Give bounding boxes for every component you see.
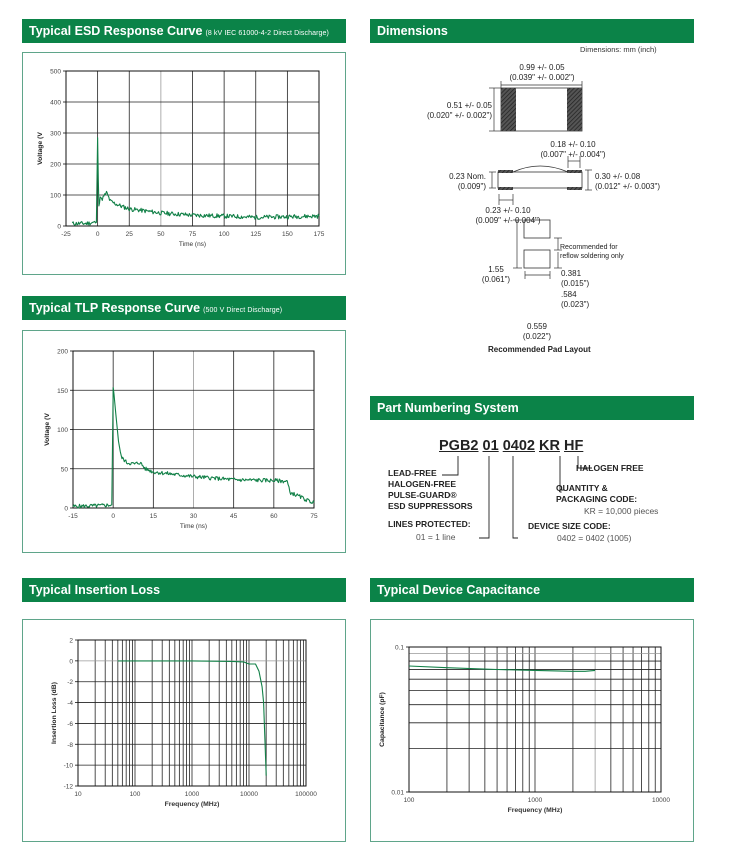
dim-height-mm: 0.30 +/- 0.08 xyxy=(595,172,641,181)
y-tick-label: 400 xyxy=(50,99,61,107)
dim-length-mm: 0.99 +/- 0.05 xyxy=(519,63,565,72)
pad-note xyxy=(560,244,640,261)
y-axis-label: Voltage (V xyxy=(44,413,51,446)
lead-free-line-4: ESD SUPPRESSORS xyxy=(388,501,473,511)
x-tick-label: 75 xyxy=(188,231,197,238)
insertion-loss-chart xyxy=(23,620,345,841)
y-tick-label: -4 xyxy=(67,700,73,708)
x-axis-label: Time (ns) xyxy=(179,523,208,530)
y-tick-label: 200 xyxy=(57,348,68,356)
dim-length-in: (0.039" +/- 0.002") xyxy=(509,72,575,82)
quantity-label-line-2: PACKAGING CODE: xyxy=(556,494,638,504)
dim-terminal-in: (0.007" +/- 0.004") xyxy=(540,149,606,159)
dim-bottom-terminal-in: (0.009" +/- 0.004") xyxy=(475,215,541,225)
y-tick-label: 2 xyxy=(69,637,73,645)
y-tick-label: -2 xyxy=(67,679,73,687)
pn-segment-size: 0402 xyxy=(502,438,535,454)
x-tick-label: 10 xyxy=(74,791,82,798)
esd-header xyxy=(22,19,346,43)
dimensions-drawing xyxy=(370,50,694,350)
y-tick-label: -12 xyxy=(63,783,73,791)
y-tick-label: -6 xyxy=(67,720,73,728)
tlp-header xyxy=(22,296,346,320)
tlp-subtitle: (500 V Direct Discharge) xyxy=(203,307,283,314)
dim-width-mm: 0.51 +/- 0.05 xyxy=(446,101,492,110)
x-tick-label: 100 xyxy=(403,797,415,804)
quantity-label xyxy=(556,483,637,505)
x-tick-label: 175 xyxy=(313,231,325,238)
insertion-loss-panel xyxy=(22,619,346,842)
lead-free-line-1: LEAD-FREE xyxy=(388,468,437,478)
chip-side-view xyxy=(489,156,592,205)
dim-pad-width-in: (0.022") xyxy=(522,331,552,341)
y-tick-label: 500 xyxy=(50,68,61,76)
terminal-right xyxy=(567,88,582,131)
part-numbering-header xyxy=(370,396,694,420)
lines-protected-value: 01 = 1 line xyxy=(416,532,456,542)
dim-pad-length xyxy=(561,290,601,309)
dim-pad-total-mm: 1.55 xyxy=(488,265,504,274)
data-series-line xyxy=(72,138,319,226)
dim-pad-length-mm: .584 xyxy=(561,290,577,299)
lead-free-label xyxy=(388,468,473,512)
y-tick-label: 0.01 xyxy=(391,789,404,797)
dim-bottom-terminal-mm: 0.23 +/- 0.10 xyxy=(485,206,531,215)
data-series-line xyxy=(409,666,595,671)
pad-layout-caption: Recommended Pad Layout xyxy=(488,345,591,354)
y-axis-label: Insertion Loss (dB) xyxy=(51,682,58,744)
x-tick-label: 75 xyxy=(310,513,318,520)
x-tick-label: 1000 xyxy=(184,791,200,798)
pn-segment-hf: HF xyxy=(563,438,584,454)
pn-segment-lines: 01 xyxy=(482,438,499,454)
x-tick-label: 25 xyxy=(125,231,133,238)
y-tick-label: 150 xyxy=(57,387,68,395)
tlp-chart-panel xyxy=(22,330,346,553)
halogen-free-label: HALOGEN FREE xyxy=(576,463,644,473)
quantity-value: KR = 10,000 pieces xyxy=(584,506,659,516)
x-tick-label: 100 xyxy=(129,791,141,798)
quantity-label-line-1: QUANTITY & xyxy=(556,483,608,493)
dim-height xyxy=(595,172,675,191)
dim-width xyxy=(410,101,492,120)
dim-length xyxy=(500,63,584,82)
dim-bottom-terminal xyxy=(468,206,548,225)
x-tick-label: 60 xyxy=(270,513,278,520)
x-tick-label: 0 xyxy=(111,513,115,520)
x-tick-label: 45 xyxy=(230,513,238,520)
tlp-title: Typical TLP Response Curve xyxy=(29,301,201,315)
chip-top-view xyxy=(489,81,582,131)
x-tick-label: 30 xyxy=(189,513,198,520)
y-tick-label: 200 xyxy=(50,161,61,169)
y-tick-label: 0 xyxy=(64,505,68,513)
lead-free-line-2: HALOGEN-FREE xyxy=(388,479,456,489)
pad-note-line-2: reflow soldering only xyxy=(560,252,624,260)
y-tick-label: -10 xyxy=(63,762,73,770)
terminal-left xyxy=(501,88,516,131)
y-tick-label: 0 xyxy=(69,658,73,666)
device-size-label: DEVICE SIZE CODE: xyxy=(528,521,611,531)
lines-protected-label: LINES PROTECTED: xyxy=(388,519,471,529)
esd-title: Typical ESD Response Curve xyxy=(29,24,203,38)
dim-pad-gap-in: (0.015") xyxy=(561,278,590,288)
y-tick-label: 100 xyxy=(57,427,68,434)
dim-width-in: (0.020" +/- 0.002") xyxy=(426,110,492,120)
pad-bottom xyxy=(524,250,550,268)
x-tick-label: 1000 xyxy=(527,797,543,804)
pad-layout xyxy=(513,220,562,279)
pn-segment-series: PGB2 xyxy=(439,438,479,454)
dim-pad-gap-mm: 0.381 xyxy=(561,269,582,278)
capacitance-chart xyxy=(371,620,693,841)
y-tick-label: 0 xyxy=(57,223,61,231)
dim-height-in: (0.012" +/- 0.003") xyxy=(595,181,661,191)
x-tick-label: 100000 xyxy=(295,791,317,798)
x-tick-label: 125 xyxy=(250,231,262,238)
esd-subtitle: (8 kV IEC 61000-4-2 Direct Discharge) xyxy=(205,30,329,37)
dimensions-units-note: Dimensions: mm (inch) xyxy=(580,45,657,54)
y-tick-label: -8 xyxy=(67,741,73,749)
capacitance-panel xyxy=(370,619,694,842)
x-tick-label: 50 xyxy=(157,231,165,238)
esd-chart xyxy=(23,53,345,274)
pad-note-line-1: Recommended for xyxy=(560,244,618,251)
insertion-loss-title: Typical Insertion Loss xyxy=(29,583,161,597)
y-tick-label: 0.1 xyxy=(394,644,404,652)
y-tick-label: 300 xyxy=(50,130,61,138)
dimensions-header xyxy=(370,19,694,43)
x-tick-label: 150 xyxy=(281,231,293,238)
dimensions-title: Dimensions xyxy=(377,24,448,38)
x-tick-label: 0 xyxy=(95,231,100,238)
dim-pad-total xyxy=(478,265,514,284)
x-tick-label: 10000 xyxy=(651,797,671,804)
dim-pad-length-in: (0.023") xyxy=(561,299,590,309)
x-tick-label: -15 xyxy=(68,513,78,520)
dim-terminal-mm: 0.18 +/- 0.10 xyxy=(550,140,596,149)
dim-height-nom xyxy=(436,172,486,191)
dim-terminal xyxy=(533,140,613,159)
pn-segment-qty: KR xyxy=(539,438,560,454)
device-size-value: 0402 = 0402 (1005) xyxy=(557,533,632,543)
x-tick-label: 100 xyxy=(218,231,230,238)
dim-pad-width xyxy=(517,322,557,341)
x-tick-label: 10000 xyxy=(239,791,259,798)
lead-free-line-3: PULSE-GUARD® xyxy=(388,490,457,500)
dim-pad-width-mm: 0.559 xyxy=(526,322,548,331)
y-tick-label: 50 xyxy=(60,466,68,474)
dim-pad-gap xyxy=(561,269,601,288)
x-tick-label: 15 xyxy=(149,513,157,520)
x-axis-label: Frequency (MHz) xyxy=(507,807,563,814)
dim-height-nom-in: (0.009") xyxy=(457,181,486,191)
insertion-loss-header xyxy=(22,578,346,602)
capacitance-title: Typical Device Capacitance xyxy=(377,583,541,597)
dim-pad-total-in: (0.061") xyxy=(481,274,511,284)
dim-height-nom-mm: 0.23 Nom. xyxy=(449,172,486,181)
y-axis-label: Voltage (V xyxy=(37,132,44,165)
y-tick-label: 100 xyxy=(50,192,61,200)
capacitance-header xyxy=(370,578,694,602)
part-numbering-title: Part Numbering System xyxy=(377,401,519,415)
y-axis-label: Capacitance (pF) xyxy=(379,692,386,747)
x-axis-label: Time (ns) xyxy=(178,241,207,248)
x-tick-label: -25 xyxy=(61,231,71,238)
x-axis-label: Frequency (MHz) xyxy=(164,801,220,808)
tlp-chart xyxy=(23,331,345,552)
esd-chart-panel xyxy=(22,52,346,275)
